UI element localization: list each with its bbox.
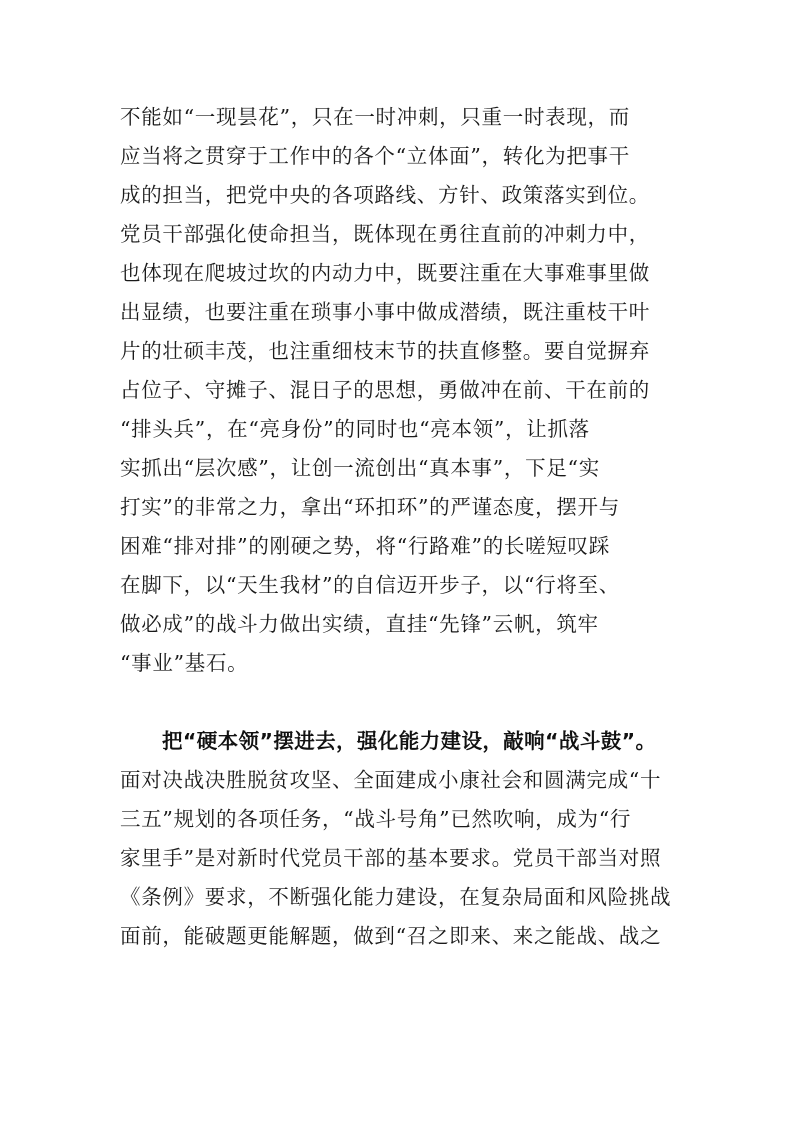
text-line: “排头兵”，在“亮身份”的同时也“亮本领”，让抓落 xyxy=(120,417,590,441)
text-line: 三五”规划的各项任务，“战斗号角”已然吹响，成为“行 xyxy=(120,807,632,831)
text-line: 打实”的非常之力，拿出“环扣环”的严谨态度，摆开与 xyxy=(120,495,620,519)
text-line: 做必成”的战斗力做出实绩，直挂“先锋”云帆，筑牢 xyxy=(120,612,599,636)
text-line: 面对决战决胜脱贫攻坚、全面建成小康社会和圆满完成“十 xyxy=(120,768,662,792)
section-heading: 把“硬本领”摆进去，强化能力建设，敲响“战斗鼓”。 xyxy=(162,729,657,753)
text-line: “事业”基石。 xyxy=(120,651,249,675)
text-line: 出显绩，也要注重在琐事小事中做成潜绩，既注重枝干叶 xyxy=(120,300,650,324)
text-line: 片的壮硕丰茂，也注重细枝末节的扶直修整。要自觉摒弃 xyxy=(120,339,650,363)
text-line: 党员干部强化使命担当，既体现在勇往直前的冲刺力中， xyxy=(120,222,650,246)
text-line: 在脚下，以“天生我材”的自信迈开步子，以“行将至、 xyxy=(120,573,620,597)
text-line: 成的担当，把党中央的各项路线、方针、政策落实到位。 xyxy=(120,183,650,207)
text-line: 面前，能破题更能解题，做到“召之即来、来之能战、战之 xyxy=(120,924,662,948)
text-line: 也体现在爬坡过坎的内动力中，既要注重在大事难事里做 xyxy=(120,261,650,285)
text-line: 困难“排对排”的刚硬之势，将“行路难”的长嗟短叹踩 xyxy=(120,534,610,558)
text-line: 不能如“一现昙花”，只在一时冲刺，只重一时表现，而 xyxy=(120,105,630,129)
text-line: 《条例》要求，不断强化能力建设，在复杂局面和风险挑战 xyxy=(120,885,672,909)
text-line: 家里手”是对新时代党员干部的基本要求。党员干部当对照 xyxy=(120,846,662,870)
text-line: 占位子、守摊子、混日子的思想，勇做冲在前、干在前的 xyxy=(120,378,650,402)
text-line: 应当将之贯穿于工作中的各个“立体面”，转化为把事干 xyxy=(120,144,630,168)
text-line: 实抓出“层次感”，让创一流创出“真本事”，下足“实 xyxy=(120,456,600,480)
